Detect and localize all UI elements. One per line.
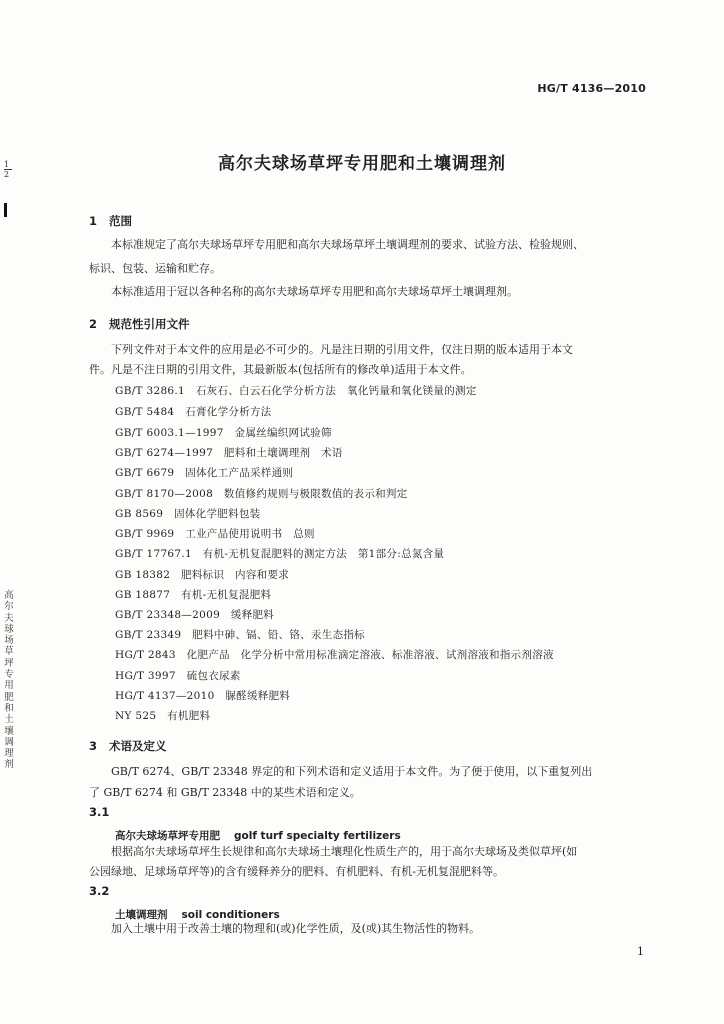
page-number: 1 (637, 945, 644, 958)
reference-item: HG/T 2843 化肥产品 化学分析中常用标准滴定溶液、标准溶液、试剂溶液和指示剂溶液 (115, 649, 554, 661)
section-number: 1 (89, 214, 98, 228)
reference-item: GB/T 5484 石膏化学分析方法 (115, 406, 272, 418)
s3-paragraph-1-line-2: 了 GB/T 6274 和 GB/T 23348 中的某些术语和定义。 (89, 786, 361, 799)
section-2-heading (89, 316, 190, 332)
term-english: soil conditioners (181, 909, 280, 921)
reference-item: GB/T 3286.1 石灰石、白云石化学分析方法 氧化钙量和氧化镁量的测定 (115, 385, 477, 397)
term-chinese: 土壤调理剂 (115, 909, 168, 921)
reference-item: GB/T 23348—2009 缓释肥料 (115, 609, 275, 621)
side-running-title: 高尔夫球场草坪专用肥和土壤调理剂 (4, 590, 14, 771)
clause-3-1-number: 3.1 (89, 805, 110, 819)
standard-number: HG/T 4136—2010 (537, 82, 646, 95)
reference-item: GB 18877 有机-无机复混肥料 (115, 589, 272, 601)
reference-item: GB/T 6679 固体化工产品采样通则 (115, 467, 294, 479)
section-number: 3 (89, 739, 98, 753)
reference-item: GB/T 17767.1 有机-无机复混肥料的测定方法 第1部分:总氮含量 (115, 548, 445, 560)
margin-mark (4, 203, 7, 217)
term-3-1 (115, 824, 401, 843)
reference-item: HG/T 3997 硫包衣尿素 (115, 670, 241, 682)
reference-item: GB/T 8170—2008 数值修约规则与极限数值的表示和判定 (115, 488, 408, 500)
reference-item: GB/T 6003.1—1997 金属丝编织网试验筛 (115, 427, 332, 439)
s1-paragraph-1-line-2: 标识、包装、运输和贮存。 (89, 262, 221, 275)
page-title: 高尔夫球场草坪专用肥和土壤调理剂 (218, 154, 506, 174)
reference-item: GB/T 6274—1997 肥料和土壤调理剂 术语 (115, 447, 343, 459)
page-fraction-bottom: 2 (4, 170, 10, 179)
section-title: 规范性引用文件 (109, 317, 190, 331)
section-number: 2 (89, 317, 98, 331)
s2-paragraph-1-line-2: 件。凡是不注日期的引用文件，其最新版本(包括所有的修改单)适用于本文件。 (89, 363, 472, 376)
section-title: 范围 (109, 214, 132, 228)
clause-3-2-number: 3.2 (89, 884, 110, 898)
term-chinese: 高尔夫球场草坪专用肥 (115, 830, 220, 842)
page-fraction-top: 1 (4, 160, 10, 169)
term-3-1-definition-line-2: 公园绿地、足球场草坪等)的含有缓释养分的肥料、有机肥料、有机-无机复混肥料等。 (89, 865, 505, 878)
s1-paragraph-2: 本标准适用于冠以各种名称的高尔夫球场草坪专用肥和高尔夫球场草坪土壤调理剂。 (111, 285, 518, 298)
s1-paragraph-1-line-1: 本标准规定了高尔夫球场草坪专用肥和高尔夫球场草坪土壤调理剂的要求、试验方法、检验规则、 (111, 238, 584, 251)
reference-item: GB 8569 固体化学肥料包装 (115, 508, 261, 520)
term-english: golf turf specialty fertilizers (234, 830, 401, 842)
reference-item: GB 18382 肥料标识 内容和要求 (115, 569, 290, 581)
s2-paragraph-1-line-1: 下列文件对于本文件的应用是必不可少的。凡是注日期的引用文件，仅注日期的版本适用于本文 (111, 343, 573, 356)
section-title: 术语及定义 (109, 739, 167, 753)
reference-item: NY 525 有机肥料 (115, 710, 211, 722)
s3-paragraph-1-line-1: GB/T 6274、GB/T 23348 界定的和下列术语和定义适用于本文件。为了便于使用，以下重复列出 (111, 765, 593, 778)
reference-item: HG/T 4137—2010 脲醛缓释肥料 (115, 690, 291, 702)
reference-item: GB/T 9969 工业产品使用说明书 总则 (115, 528, 315, 540)
section-1-heading (89, 213, 132, 229)
section-3-heading (89, 738, 167, 754)
term-3-2-definition-line-1: 加入土壤中用于改善土壤的物理和(或)化学性质，及(或)其生物活性的物料。 (111, 922, 481, 935)
reference-item: GB/T 23349 肥料中砷、镉、铅、铬、汞生态指标 (115, 629, 365, 641)
term-3-1-definition-line-1: 根据高尔夫球场草坪生长规律和高尔夫球场土壤理化性质生产的，用于高尔夫球场及类似草坪(如 (111, 845, 578, 858)
term-3-2 (115, 903, 280, 922)
